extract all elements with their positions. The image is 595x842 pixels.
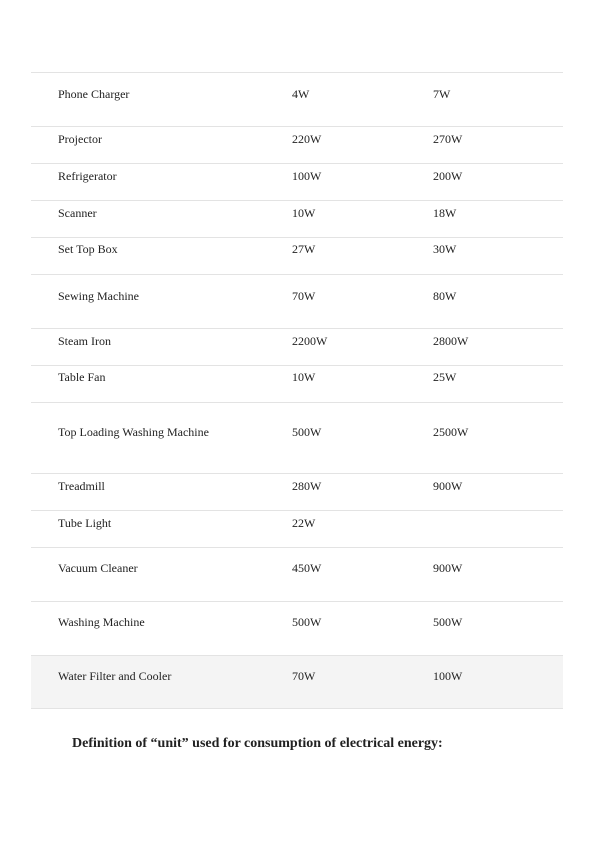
max-wattage: 30W bbox=[433, 242, 457, 256]
max-wattage: 7W bbox=[433, 87, 451, 101]
appliance-name: Projector bbox=[58, 132, 102, 146]
appliance-name: Washing Machine bbox=[58, 615, 145, 629]
appliance-name: Phone Charger bbox=[58, 87, 130, 101]
max-wattage: 18W bbox=[433, 206, 457, 220]
max-wattage: 270W bbox=[433, 132, 463, 146]
table-row bbox=[31, 164, 563, 201]
min-wattage: 10W bbox=[292, 370, 316, 384]
table-row bbox=[31, 238, 563, 275]
table-row bbox=[31, 511, 563, 548]
appliance-name: Refrigerator bbox=[58, 169, 117, 183]
table-row bbox=[31, 201, 563, 238]
table-row bbox=[31, 656, 563, 709]
appliance-name: Set Top Box bbox=[58, 242, 118, 256]
appliance-name: Table Fan bbox=[58, 370, 106, 384]
appliance-name: Steam Iron bbox=[58, 334, 111, 348]
max-wattage: 80W bbox=[433, 289, 457, 303]
min-wattage: 100W bbox=[292, 169, 322, 183]
max-wattage: 500W bbox=[433, 615, 463, 629]
min-wattage: 70W bbox=[292, 289, 316, 303]
appliance-name: Water Filter and Cooler bbox=[58, 669, 172, 683]
table-row bbox=[31, 474, 563, 511]
appliance-name: Treadmill bbox=[58, 479, 105, 493]
appliance-wattage-table bbox=[31, 72, 563, 709]
max-wattage: 200W bbox=[433, 169, 463, 183]
appliance-name: Top Loading Washing Machine bbox=[58, 425, 209, 439]
min-wattage: 500W bbox=[292, 615, 322, 629]
section-heading: Definition of “unit” used for consumption of electrical energy: bbox=[72, 736, 443, 751]
max-wattage: 900W bbox=[433, 479, 463, 493]
table-row bbox=[31, 366, 563, 403]
min-wattage: 220W bbox=[292, 132, 322, 146]
min-wattage: 280W bbox=[292, 479, 322, 493]
min-wattage: 27W bbox=[292, 242, 316, 256]
min-wattage: 10W bbox=[292, 206, 316, 220]
appliance-name: Scanner bbox=[58, 206, 97, 220]
table-row bbox=[31, 548, 563, 602]
max-wattage: 900W bbox=[433, 561, 463, 575]
max-wattage: 2800W bbox=[433, 334, 469, 348]
table-row bbox=[31, 602, 563, 656]
min-wattage: 450W bbox=[292, 561, 322, 575]
table-row bbox=[31, 73, 563, 127]
appliance-name: Sewing Machine bbox=[58, 289, 139, 303]
max-wattage: 25W bbox=[433, 370, 457, 384]
min-wattage: 500W bbox=[292, 425, 322, 439]
max-wattage: 2500W bbox=[433, 425, 469, 439]
max-wattage: 100W bbox=[433, 669, 463, 683]
table-row bbox=[31, 329, 563, 366]
min-wattage: 22W bbox=[292, 516, 316, 530]
table-row bbox=[31, 403, 563, 474]
min-wattage: 2200W bbox=[292, 334, 328, 348]
min-wattage: 70W bbox=[292, 669, 316, 683]
min-wattage: 4W bbox=[292, 87, 310, 101]
appliance-name: Vacuum Cleaner bbox=[58, 561, 138, 575]
table-row bbox=[31, 127, 563, 164]
table-row bbox=[31, 275, 563, 329]
appliance-name: Tube Light bbox=[58, 516, 112, 530]
